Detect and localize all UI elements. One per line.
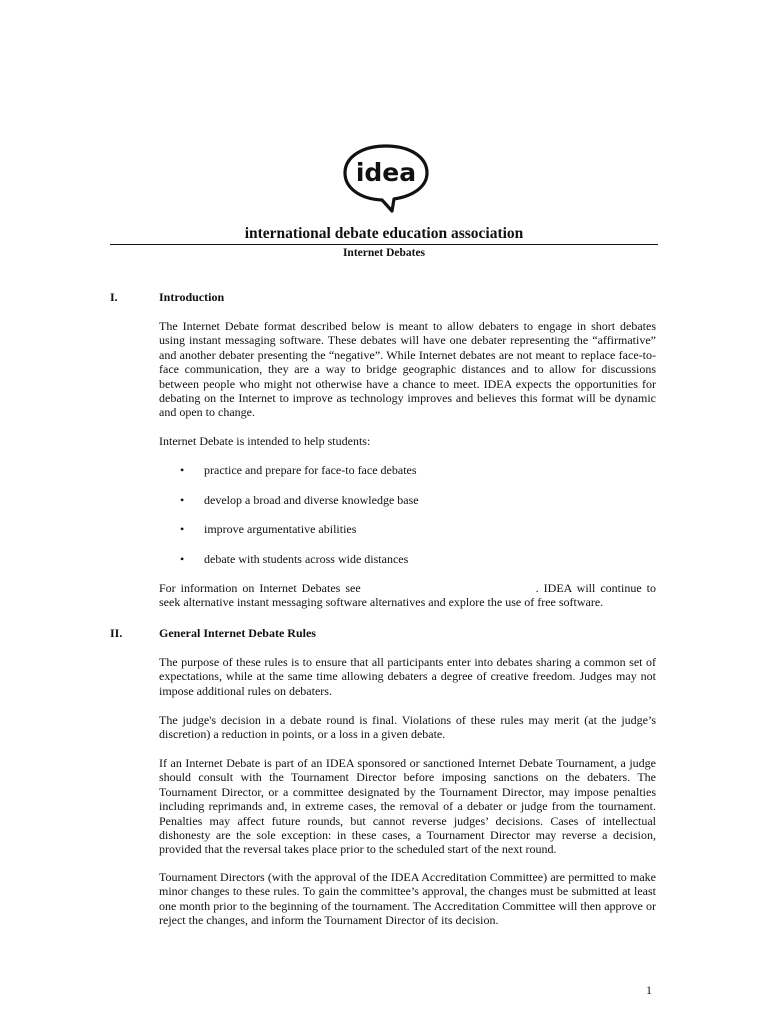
section-number: I.	[110, 290, 118, 304]
paragraph: The purpose of these rules is to ensure that all participants enter into debates sharing a common set of expectations, while at the same time allowing debaters a degree of creative freedom. Judges may not impose additional rules on debaters.	[159, 655, 656, 698]
document-subtitle: Internet Debates	[342, 247, 426, 259]
section-heading: Introduction	[159, 290, 225, 304]
idea-logo	[340, 140, 432, 214]
logo-text: idea	[355, 158, 417, 187]
list-item: improve argumentative abilities	[204, 522, 357, 536]
list-item: debate with students across wide distances	[204, 552, 409, 566]
paragraph: If an Internet Debate is part of an IDEA sponsored or sanctioned Internet Debate Tournament, a judge should consult with the Tournament Director before imposing sanctions on the debaters. The Tournament Director, or a committee designated by the Tournament Director, may impose penalties including reprimands and, in extreme cases, the removal of a debater or judge from the tournament. Penalties may affect future rounds, but cannot reverse judges’ decisions. Cases of intellectual dishonesty are the sole exception: in these cases, a Tournament Director may reverse a decision, provided that the reversal takes place prior to the scheduled start of the next round.	[159, 756, 656, 857]
org-title: international debate education association	[244, 225, 524, 242]
paragraph: Internet Debate is intended to help students:	[159, 434, 371, 448]
info-paragraph	[159, 581, 656, 610]
paragraph: Tournament Directors (with the approval of the IDEA Accreditation Committee) are permitted to make minor changes to these rules. To gain the committee’s approval, the changes must be submitted at least one month prior to the beginning of the tournament. The Accreditation Committee will then approve or reject the changes, and inform the Tournament Director of its decision.	[159, 870, 656, 928]
bullet-dot-icon: •	[180, 522, 185, 536]
bullet-dot-icon: •	[180, 493, 185, 507]
info-text-after: . IDEA will continue to seek alternative instant messaging software alternatives and explore the use of free software.	[159, 581, 657, 610]
list-item: practice and prepare for face-to face debates	[204, 463, 417, 477]
list-item: develop a broad and diverse knowledge base	[204, 493, 419, 507]
section-heading: General Internet Debate Rules	[159, 626, 316, 640]
bullet-dot-icon: •	[180, 463, 185, 477]
paragraph: The Internet Debate format described below is meant to allow debaters to engage in short debates using instant messaging software. These debates will have one debater representing the “affirmative” and another debater presenting the “negative”. While Internet debates are not meant to replace face-to-face communication, they are a way to bridge geographic distances and to allow for discussions between people who might not otherwise have a chance to meet. IDEA expects the opportunities for debating on the Internet to improve as technology improves and believes this format will be dynamic and open to change.	[159, 319, 656, 420]
title-divider	[110, 244, 658, 245]
section-number: II.	[110, 626, 123, 640]
info-text-before: For information on Internet Debates see	[159, 581, 361, 595]
bullet-dot-icon: •	[180, 552, 185, 566]
page-number: 1	[646, 983, 652, 997]
paragraph: The judge's decision in a debate round is final. Violations of these rules may merit (at the judge’s discretion) a reduction in points, or a loss in a given debate.	[159, 713, 656, 742]
